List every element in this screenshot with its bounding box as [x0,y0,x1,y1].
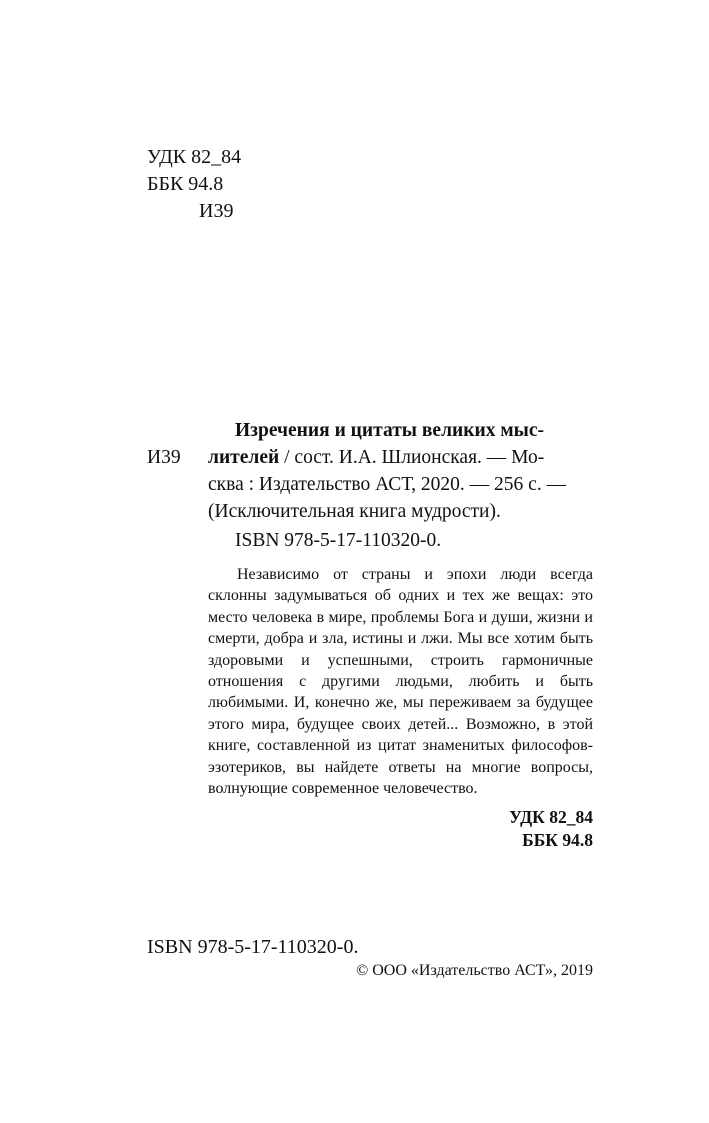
classification-codes-top [147,144,241,225]
udk-code: УДК 82_84 [147,146,242,168]
footer-isbn: ISBN 978-5-17-110320-0. [147,936,359,958]
title-line-2 [208,444,593,471]
copyright-notice: © ООО «Издательство АСТ», 2019 [356,962,593,979]
footer-block [147,935,593,982]
series-line: (Исключительная книга мудрости). [208,501,501,522]
publisher-line: сква : Издательство АСТ, 2020. — 256 с. — [208,474,567,495]
title-line-2-rest: / сост. И.А. Шлионская. — Мо- [279,447,545,468]
bibliographic-description [147,417,593,554]
author-sign: И39 [199,200,234,222]
title-line-1: Изречения и цитаты великих мыс- [235,420,545,441]
entry-isbn: ISBN 978-5-17-110320-0. [235,530,442,551]
bbk-code-bold: ББК 94.8 [522,830,593,851]
udk-code-bold: УДК 82_84 [509,807,593,828]
bibliographic-entry [147,417,593,852]
annotation-text: Независимо от страны и эпохи люди всегда склонны задумываться об одних и тех же вещах: это место человека в мире, проблемы Бога и души, жизни и смерти, добра и зла, истины и лжи. Мы все хотим быть здоровыми и успешными, строить гармоничные отношения с другими людьми, любить и быть любимыми. И, конечно же, мы переживаем за будущее этого мира, будущее своих детей... Возможно, в этой книге, составленной из цитат знаменитых философов-эзотериков, вы найдете ответы на многие вопросы, волнующие современное человечество. [208,566,593,798]
annotation [147,564,593,799]
classification-codes-right [147,806,593,852]
bbk-code: ББК 94.8 [147,173,224,195]
entry-author-sign: И39 [147,447,181,468]
title-line-2-bold: лителей [208,447,280,468]
